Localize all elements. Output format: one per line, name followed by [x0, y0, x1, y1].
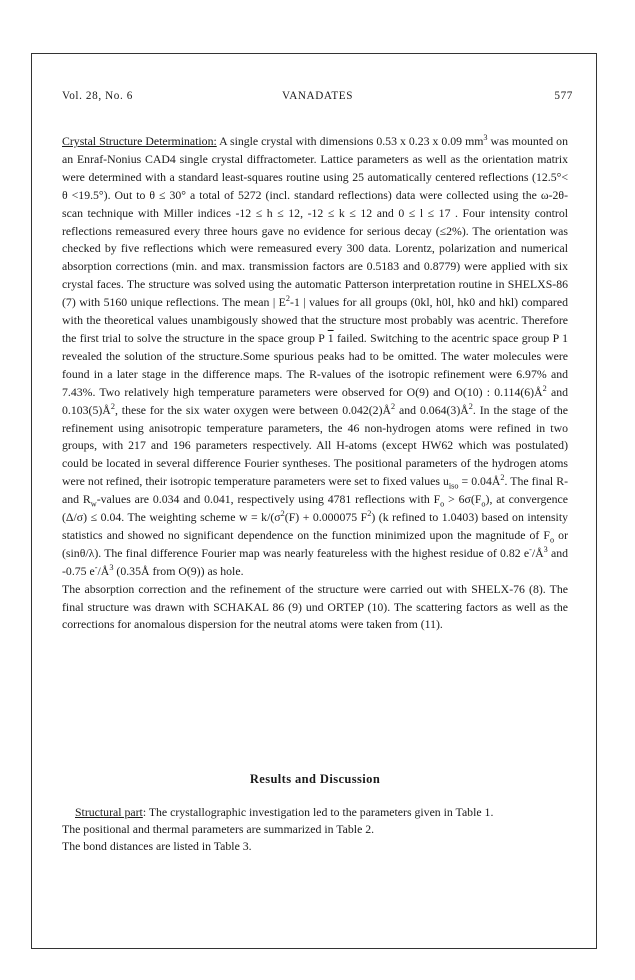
- text-run: A single crystal with dimensions 0.53 x 0.23 x 0.09 mm: [216, 134, 484, 148]
- superscript: 2: [367, 509, 372, 519]
- structure-determination-section: [62, 133, 568, 634]
- results-line-3: The bond distances are listed in Table 3.: [62, 839, 252, 854]
- text-run: : The crystallographic investigation led to the parameters given in Table 1.: [142, 805, 494, 819]
- subscript: o: [481, 499, 486, 509]
- text-run: or (sinθ/λ). The final difference Fourier map was nearly featureless with the highest residue of 0.82 e: [62, 527, 568, 560]
- results-line-2: The positional and thermal parameters are summarized in Table 2.: [62, 822, 375, 837]
- text-run: and -0.75 e: [62, 545, 568, 578]
- page-number: 577: [554, 90, 573, 102]
- results-section-heading: Results and Discussion: [249, 772, 381, 786]
- text-run: = 0.04Å: [458, 474, 501, 489]
- running-header: [62, 90, 573, 108]
- superscript: 2: [110, 401, 115, 411]
- text-run: , these for the six water oxygen were between 0.042(2)Å: [114, 402, 392, 417]
- text-run: . The final R- and R: [62, 474, 569, 507]
- section-run-in-heading: Crystal Structure Determination:: [62, 134, 217, 148]
- text-run: /Å: [97, 563, 110, 578]
- superscript: 2: [280, 509, 285, 519]
- text-run: > 6σ(F: [444, 492, 482, 507]
- superscript: 2: [500, 473, 505, 483]
- journal-section-title: VANADATES: [281, 90, 354, 102]
- text-run: ) (k refined to 1.0403) based on intensity statistics and showed no significant dependence on the function minimized upon the magnitude of F: [62, 510, 569, 542]
- superscript: -: [94, 562, 98, 572]
- superscript: -: [529, 544, 532, 554]
- structure-determination-paragraph: [62, 133, 568, 581]
- superscript: 3: [543, 544, 548, 554]
- text-run: (F) + 0.000075 F: [284, 510, 368, 525]
- subscript: o: [549, 535, 555, 545]
- superscript: 2: [285, 294, 291, 304]
- subscript: w: [90, 499, 97, 509]
- subscript: o: [440, 499, 445, 509]
- structural-part-label: Structural part: [75, 805, 143, 819]
- text-run: -1 | values for all groups (0kl, h0l, hk0 and hkl) compared with the theoretical values unambigously showed that the structure most probably was acentric. Therefore the first trial to solve the structure in the space group P: [62, 295, 568, 345]
- results-section: [62, 804, 568, 856]
- text-run: and 0.064(3)Å: [395, 402, 469, 417]
- text-run: failed. Switching to the acentric space group P 1 revealed the solution of the structure.Some spurious peaks had to be omitted. The water molecules were found in a later stage in the difference maps. The R-values of the isotropic refinement were 6.97% and 7.43%. Two relatively high temperature parameters were observed for O(9) and O(10) : 0.114(6)Å: [62, 330, 568, 399]
- subscript: iso: [448, 481, 459, 491]
- text-run: . In the stage of the refinement using anisotropic temperature parameters, the 46 non-hydrogen atoms were refined in two groups, with 217 and 196 parameters respectively. All H-atoms (except HW62 which was postulated) could be located in several difference Fourier syntheses. The positional parameters of the hydrogen atoms were not refined, their isotropic temperature parameters were set to fixed values u: [62, 402, 568, 489]
- text-run: (0.35Å from O(9)) as hole.: [113, 563, 244, 578]
- superscript: 3: [483, 133, 488, 143]
- space-group-bar-one: 1: [327, 330, 334, 345]
- refinement-software-paragraph: The absorption correction and the refinement of the structure were carried out with SHELX-76 (8). The final structure was drawn with SCHAKAL 86 (9) und ORTEP (10). The scattering factors as well as the corrections for anomalous dispersion for the neutral atoms were taken from (11).: [62, 581, 568, 632]
- text-run: was mounted on an Enraf-Nonius CAD4 single crystal diffractometer. Lattice parameters as well as the orientation matrix were determined with a standard least-squares routine using 25 automatically centered reflections (12.5°< θ <19.5°). Out to θ ≤ 30° a total of 5272 (incl. standard reflections) data were collected using the ω-2θ-scan technique with Miller indices -12 ≤ h ≤ 12, -12 ≤ k ≤ 12 and 0 ≤ l ≤ 17 . Four intensity control reflections remeasured every three hours gave no evidence for serious decay (≤2%). The orientation was checked by five reflections which were remeasured every 300 data. Lorentz, polarization and numerical absorption corrections (min. and max. transmission factors are 0.5183 and 0.8779) were applied with six crystal faces. The structure was solved using the automatic Patterson interpretation routine in SHELXS-86 (7) with 5160 unique reflections. The mean | E: [62, 134, 568, 310]
- superscript: 2: [468, 401, 473, 411]
- text-run: /Å: [531, 545, 544, 560]
- text-run: and 0.103(5)Å: [62, 384, 569, 417]
- superscript: 3: [109, 562, 114, 572]
- text-run: ), at convergence (Δ/σ) ≤ 0.04. The weighting scheme w = k/(σ: [62, 492, 568, 525]
- results-line-1: [62, 804, 568, 821]
- superscript: 2: [391, 401, 396, 411]
- volume-issue: Vol. 28, No. 6: [62, 90, 133, 102]
- superscript: 2: [542, 383, 547, 393]
- text-run: -values are 0.034 and 0.041, respectively using 4781 reflections with F: [96, 492, 441, 507]
